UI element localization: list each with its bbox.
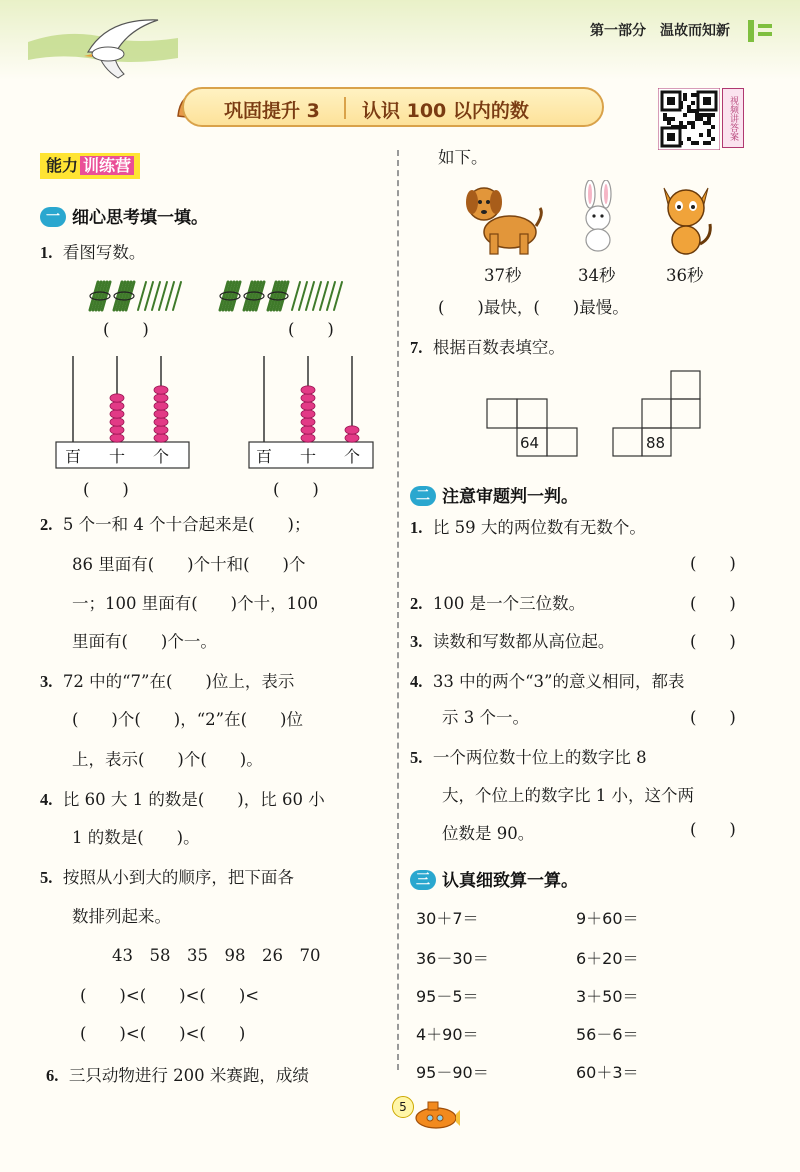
rabbit-time: 34秒: [578, 266, 616, 285]
stick-bundle: [268, 282, 288, 310]
abacus-bead: [345, 434, 359, 442]
q1-blank-a[interactable]: ( ): [103, 320, 149, 339]
calc-5-2[interactable]: 60＋3＝: [576, 1063, 639, 1082]
calc-3-1[interactable]: 95－5＝: [416, 987, 479, 1006]
abacus-label: 十: [108, 447, 126, 466]
calc-4-2[interactable]: 56－6＝: [576, 1025, 639, 1044]
q3-line-3: 上，表示( )个( )。: [72, 750, 263, 769]
calc-1-1[interactable]: 30＋7＝: [416, 909, 479, 928]
stick-bundle: [90, 282, 110, 310]
section-1-heading: [40, 203, 208, 228]
judge-4-paren[interactable]: ( ): [690, 708, 736, 727]
calc-2-1[interactable]: 36－30＝: [416, 949, 489, 968]
q6-answer[interactable]: ( )最快，( )最慢。: [438, 298, 629, 317]
stick-bundles-left: [88, 278, 188, 314]
single-stick: [152, 282, 160, 310]
judge-4-line-1: 4. 33 中的两个“3”的意义相同，都表: [410, 672, 685, 691]
single-stick: [292, 282, 300, 310]
badge-right: 训练营: [80, 156, 134, 175]
single-stick: [299, 282, 307, 310]
abacus-bead: [154, 434, 168, 442]
abacus-bead: [110, 402, 124, 410]
section-2-number: 二: [410, 486, 436, 506]
calc-1-2[interactable]: 9＋60＝: [576, 909, 639, 928]
section-2-title: 注意审题判一判。: [442, 487, 578, 507]
cat-time: 36秒: [666, 266, 704, 285]
judge-5-line-3: 位数是 90。: [442, 824, 535, 843]
abacus-bead: [301, 402, 315, 410]
judge-5-line-1: 5. 一个两位数十位上的数字比 8: [410, 748, 647, 767]
q1-text: 1. 看图写数。: [40, 243, 146, 262]
q3-line-2: ( )个( )，“2”在( )位: [72, 710, 303, 729]
judge-3-text: 3. 读数和写数都从高位起。: [410, 632, 615, 651]
abacus-bead: [301, 394, 315, 402]
qr-code-icon[interactable]: [658, 88, 720, 150]
dog-illustration: [460, 180, 544, 256]
section-1-number: 一: [40, 207, 66, 227]
header-part-label: 第一部分 温故而知新: [590, 23, 730, 39]
q2-line-3: 一；100 里面有( )个十，100: [72, 594, 319, 613]
judge-2-text: 2. 100 是一个三位数。: [410, 594, 586, 613]
abacus-bead: [301, 418, 315, 426]
single-stick: [173, 282, 181, 310]
abacus-bead: [301, 386, 315, 394]
stick-bundles-right: [218, 278, 368, 314]
judge-3-paren[interactable]: ( ): [690, 632, 736, 651]
single-stick: [306, 282, 314, 310]
q5-numbers: 43 58 35 98 26 70: [112, 946, 321, 965]
single-stick: [145, 282, 153, 310]
abacus-bead: [154, 394, 168, 402]
ability-camp-badge: [40, 153, 140, 179]
abacus-label: 百: [255, 447, 273, 466]
title-divider: [344, 97, 346, 119]
single-stick: [166, 282, 174, 310]
abacus-bead: [345, 426, 359, 434]
dog-time: 37秒: [484, 266, 522, 285]
hundred-chart-cell-64: 64: [520, 434, 540, 452]
calc-4-1[interactable]: 4＋90＝: [416, 1025, 479, 1044]
abacus-bead: [154, 418, 168, 426]
abacus-bead: [301, 426, 315, 434]
abacus-bead: [110, 418, 124, 426]
judge-1-text: 1. 比 59 大的两位数有无数个。: [410, 518, 646, 537]
lesson-title: 认识 100 以内的数: [362, 100, 529, 122]
abacus-bead: [154, 402, 168, 410]
q5-order-row-2[interactable]: ( )<( )<( ): [80, 1024, 246, 1043]
q1-blank-c[interactable]: ( ): [83, 480, 129, 499]
section-3-heading: [410, 866, 578, 891]
judge-1-paren[interactable]: ( ): [690, 554, 736, 573]
seagull-illustration: [28, 8, 178, 80]
q6-line-2: 如下。: [438, 148, 488, 167]
q5-line-2: 数排列起来。: [72, 907, 171, 926]
q4-line-1: 4. 比 60 大 1 的数是( )，比 60 小: [40, 790, 325, 809]
abacus-label: 十: [299, 447, 317, 466]
q2-line-2: 86 里面有( )个十和( )个: [72, 555, 306, 574]
q1-blank-d[interactable]: ( ): [273, 480, 319, 499]
badge-left: 能力: [46, 156, 79, 175]
abacus-bead: [110, 426, 124, 434]
section-3-number: 三: [410, 870, 436, 890]
abacus-bead: [154, 410, 168, 418]
abacus-label: 个: [343, 447, 361, 466]
calc-5-1[interactable]: 95－90＝: [416, 1063, 489, 1082]
abacus-bead: [154, 386, 168, 394]
abacus-label: 个: [152, 447, 170, 466]
judge-4-line-2: 示 3 个一。: [442, 708, 529, 727]
hundred-chart-cell-88: 88: [646, 434, 666, 452]
abacus-bead: [110, 410, 124, 418]
submarine-icon: [410, 1096, 460, 1132]
stick-bundle: [244, 282, 264, 310]
q2-line-4: 里面有( )个一。: [72, 632, 217, 651]
page-number: 5: [392, 1096, 414, 1118]
abacus-label: 百: [64, 447, 82, 466]
calc-3-2[interactable]: 3＋50＝: [576, 987, 639, 1006]
single-stick: [320, 282, 328, 310]
q7-text: 7. 根据百数表填空。: [410, 338, 565, 357]
abacus-bead: [301, 434, 315, 442]
column-divider: [397, 150, 399, 1070]
single-stick: [138, 282, 146, 310]
q1-blank-b[interactable]: ( ): [288, 320, 334, 339]
section-2-heading: [410, 482, 578, 507]
abacus-bead: [301, 410, 315, 418]
q3-line-1: 3. 72 中的“7”在( )位上，表示: [40, 672, 295, 691]
calc-2-2[interactable]: 6＋20＝: [576, 949, 639, 968]
single-stick: [159, 282, 167, 310]
abacus-bead: [110, 434, 124, 442]
judge-2-paren[interactable]: ( ): [690, 594, 736, 613]
qr-video-label: 视频讲答案: [722, 88, 744, 148]
stick-bundle: [220, 282, 240, 310]
header-decoration: [748, 18, 778, 44]
q5-line-1: 5. 按照从小到大的顺序，把下面各: [40, 868, 294, 887]
q5-order-row-1[interactable]: ( )<( )<( )<: [80, 986, 260, 1005]
section-3-title: 认真细致算一算。: [442, 871, 578, 891]
abacus-bead: [154, 426, 168, 434]
judge-5-paren[interactable]: ( ): [690, 820, 736, 839]
rabbit-illustration: [574, 180, 622, 252]
lesson-tag: 巩固提升 3: [224, 100, 320, 122]
cat-illustration: [656, 180, 716, 256]
abacus-right: [248, 354, 374, 474]
section-1-title: 细心思考填一填。: [72, 208, 208, 228]
single-stick: [313, 282, 321, 310]
stick-bundle: [114, 282, 134, 310]
single-stick: [334, 282, 342, 310]
lesson-title-banner: [182, 87, 604, 127]
single-stick: [327, 282, 335, 310]
abacus-left: [55, 354, 190, 474]
q4-line-2: 1 的数是( )。: [72, 828, 200, 847]
q2-line-1: 2. 5 个一和 4 个十合起来是( )；: [40, 515, 311, 534]
judge-5-line-2: 大，个位上的数字比 1 小，这个两: [442, 786, 694, 805]
q6-line-1: 6. 三只动物进行 200 米赛跑，成绩: [46, 1066, 309, 1085]
abacus-bead: [110, 394, 124, 402]
